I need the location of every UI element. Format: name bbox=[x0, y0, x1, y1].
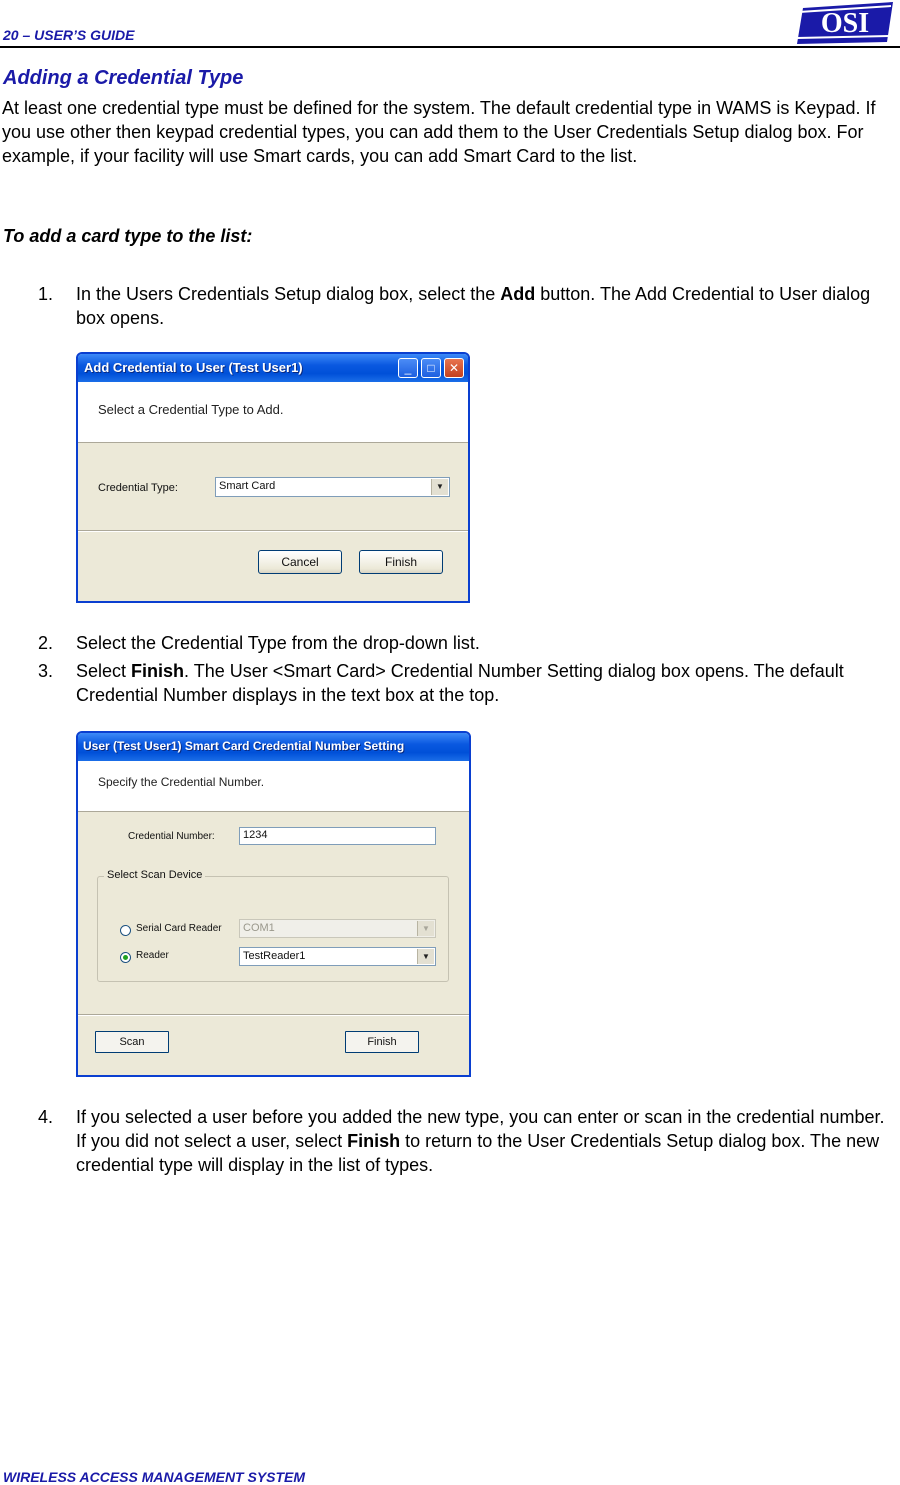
serial-port-value: COM1 bbox=[243, 922, 275, 934]
chevron-down-icon[interactable]: ▼ bbox=[431, 479, 448, 495]
add-credential-dialog bbox=[76, 352, 470, 603]
dialog-banner bbox=[78, 761, 469, 812]
maximize-icon[interactable]: □ bbox=[421, 358, 441, 378]
intro-paragraph: At least one credential type must be defined for the system. The default credential type in WAMS is Keypad. If you use other then keypad credential types, you can add them to the User Credentials Setup dialog box. For example, if your facility will use Smart cards, you can add Smart Card to the list. bbox=[2, 98, 876, 166]
credential-type-label: Credential Type: bbox=[98, 482, 178, 494]
section-heading: Adding a Credential Type bbox=[3, 67, 244, 89]
banner-text: Specify the Credential Number. bbox=[98, 775, 265, 789]
serial-card-reader-label: Serial Card Reader bbox=[136, 923, 222, 934]
dialog-banner bbox=[78, 382, 468, 443]
credential-number-value: 1234 bbox=[243, 829, 268, 841]
minimize-icon[interactable]: _ bbox=[398, 358, 418, 378]
osi-logo bbox=[795, 2, 895, 44]
procedure-heading: To add a card type to the list: bbox=[3, 226, 253, 246]
cancel-button[interactable]: Cancel bbox=[258, 550, 342, 574]
step-number: 1. bbox=[38, 284, 54, 304]
credential-type-value: Smart Card bbox=[219, 480, 276, 492]
step-number: 2. bbox=[38, 633, 54, 653]
separator bbox=[78, 1014, 469, 1016]
step-text: Select Finish. The User <Smart Card> Credential Number Setting dialog box opens. The default Credential Number displays in the text box at the top. bbox=[76, 661, 844, 705]
step-text: Select the Credential Type from the drop-down list. bbox=[76, 633, 480, 653]
credential-number-dialog bbox=[76, 731, 471, 1077]
page-footer: WIRELESS ACCESS MANAGEMENT SYSTEM bbox=[3, 1469, 306, 1485]
close-icon[interactable]: ✕ bbox=[444, 358, 464, 378]
dialog-title: User (Test User1) Smart Card Credential Number Setting bbox=[83, 739, 405, 753]
step-text: In the Users Credentials Setup dialog box, select the Add button. The Add Credential to User dialog box opens. bbox=[76, 284, 871, 328]
separator bbox=[78, 530, 468, 532]
serial-port-select bbox=[239, 919, 436, 938]
reader-radio[interactable] bbox=[120, 952, 131, 963]
dialog-titlebar bbox=[78, 733, 469, 761]
serial-card-reader-radio[interactable] bbox=[120, 925, 131, 936]
header-rule bbox=[0, 46, 900, 48]
chevron-down-icon: ▼ bbox=[417, 921, 434, 936]
dialog-titlebar bbox=[78, 354, 468, 382]
page-header bbox=[0, 0, 900, 48]
finish-button[interactable]: Finish bbox=[359, 550, 443, 574]
banner-text: Select a Credential Type to Add. bbox=[98, 402, 284, 417]
credential-type-select[interactable] bbox=[215, 477, 450, 497]
finish-button[interactable]: Finish bbox=[345, 1031, 419, 1053]
step-number: 4. bbox=[38, 1107, 54, 1127]
reader-select[interactable] bbox=[239, 947, 436, 966]
header-title: 20 – USER’S GUIDE bbox=[3, 27, 135, 43]
reader-label: Reader bbox=[136, 950, 169, 961]
group-label: Select Scan Device bbox=[104, 869, 205, 881]
dialog-title: Add Credential to User (Test User1) bbox=[84, 360, 303, 375]
credential-number-label: Credential Number: bbox=[128, 831, 215, 842]
scan-button[interactable]: Scan bbox=[95, 1031, 169, 1053]
step-text: If you selected a user before you added the new type, you can enter or scan in the credential number. If you did not select a user, select Finish to return to the User Credentials Setup dialog box. The new credential type will display in the list of types. bbox=[76, 1107, 885, 1175]
reader-value: TestReader1 bbox=[243, 950, 306, 962]
logo-text: OSI bbox=[820, 8, 870, 39]
credential-number-input[interactable] bbox=[239, 827, 436, 845]
scan-device-group bbox=[97, 869, 449, 982]
chevron-down-icon[interactable]: ▼ bbox=[417, 949, 434, 964]
step-number: 3. bbox=[38, 661, 54, 681]
